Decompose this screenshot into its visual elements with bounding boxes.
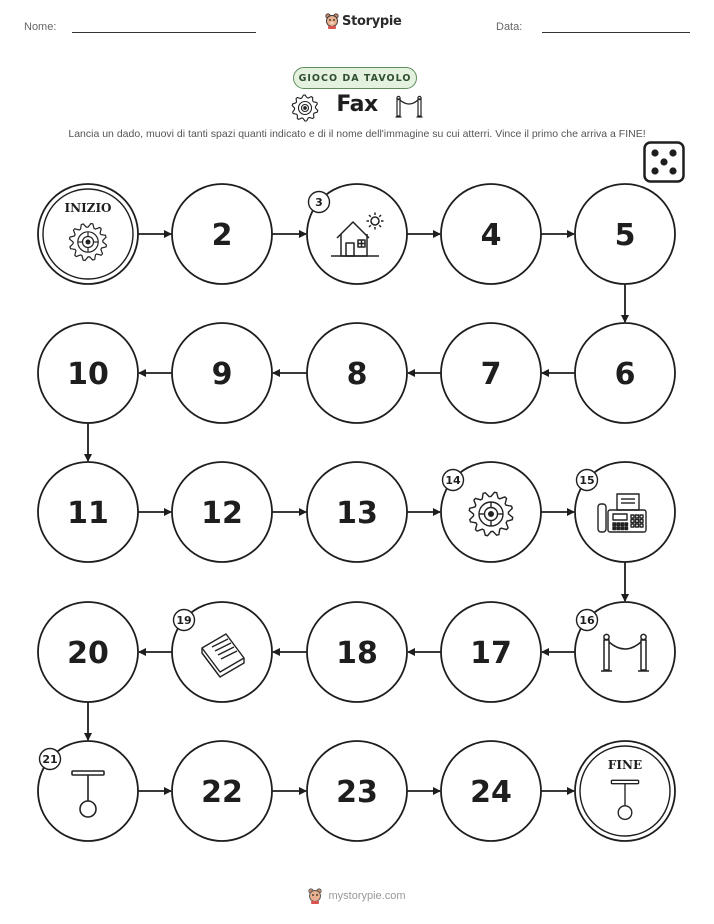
name-label: Nome: [24, 21, 57, 33]
board-space-15 [575, 462, 675, 562]
brand-name: Storypie [342, 13, 402, 29]
footer [0, 888, 714, 904]
start-label: INIZIO [64, 201, 112, 215]
space-number: 5 [614, 218, 636, 253]
space-number: 8 [346, 357, 368, 392]
space-number-badge: 3 [315, 196, 323, 209]
board-space-20 [38, 602, 138, 702]
board-space-17 [441, 602, 541, 702]
space-number: 17 [470, 636, 512, 671]
board-space-12 [172, 462, 272, 562]
board-space-7 [441, 323, 541, 423]
space-number: 10 [67, 357, 109, 392]
board-space-25 [575, 741, 675, 841]
board-space-1 [38, 184, 138, 284]
space-number: 12 [201, 496, 243, 531]
board-space-8 [307, 323, 407, 423]
space-number-badge: 15 [579, 474, 595, 487]
space-number-badge: 14 [445, 474, 461, 487]
page-title: Fax [336, 92, 378, 117]
board-space-9 [172, 323, 272, 423]
space-number: 6 [614, 357, 636, 392]
space-number: 4 [480, 218, 502, 253]
board-space-6 [575, 323, 675, 423]
space-number-badge: 16 [579, 614, 595, 627]
space-number: 13 [336, 496, 378, 531]
board-space-21 [38, 741, 138, 841]
space-number: 11 [67, 496, 109, 531]
board-space-16 [575, 602, 675, 702]
board-space-19 [172, 602, 272, 702]
board-space-10 [38, 323, 138, 423]
space-number: 18 [336, 636, 378, 671]
board-space-4 [441, 184, 541, 284]
board-space-13 [307, 462, 407, 562]
space-number-badge: 19 [176, 614, 192, 627]
game-type-badge: GIOCO DA TAVOLO [293, 67, 417, 89]
space-number-badge: 21 [42, 753, 58, 766]
board-space-23 [307, 741, 407, 841]
date-label: Data: [496, 21, 523, 33]
board-space-14 [441, 462, 541, 562]
space-number: 22 [201, 775, 243, 810]
board-space-5 [575, 184, 675, 284]
space-number: 7 [480, 357, 502, 392]
board-space-18 [307, 602, 407, 702]
board-space-24 [441, 741, 541, 841]
instructions-text: Lancia un dado, muovi di tanti spazi quanti indicato e di il nome dell'immagine su cui atterri. Vince il primo che arriva a FINE! [68, 128, 646, 140]
bear-mascot-icon [308, 888, 322, 904]
board-space-11 [38, 462, 138, 562]
space-number: 2 [211, 218, 233, 253]
space-number: 9 [211, 357, 233, 392]
space-number: 20 [67, 636, 109, 671]
board-space-22 [172, 741, 272, 841]
board-space-3 [307, 184, 407, 284]
space-number: 24 [470, 775, 512, 810]
space-number: 23 [336, 775, 378, 810]
end-label: FINE [607, 758, 643, 772]
footer-site[interactable]: mystorypie.com [328, 890, 406, 902]
board-space-2 [172, 184, 272, 284]
